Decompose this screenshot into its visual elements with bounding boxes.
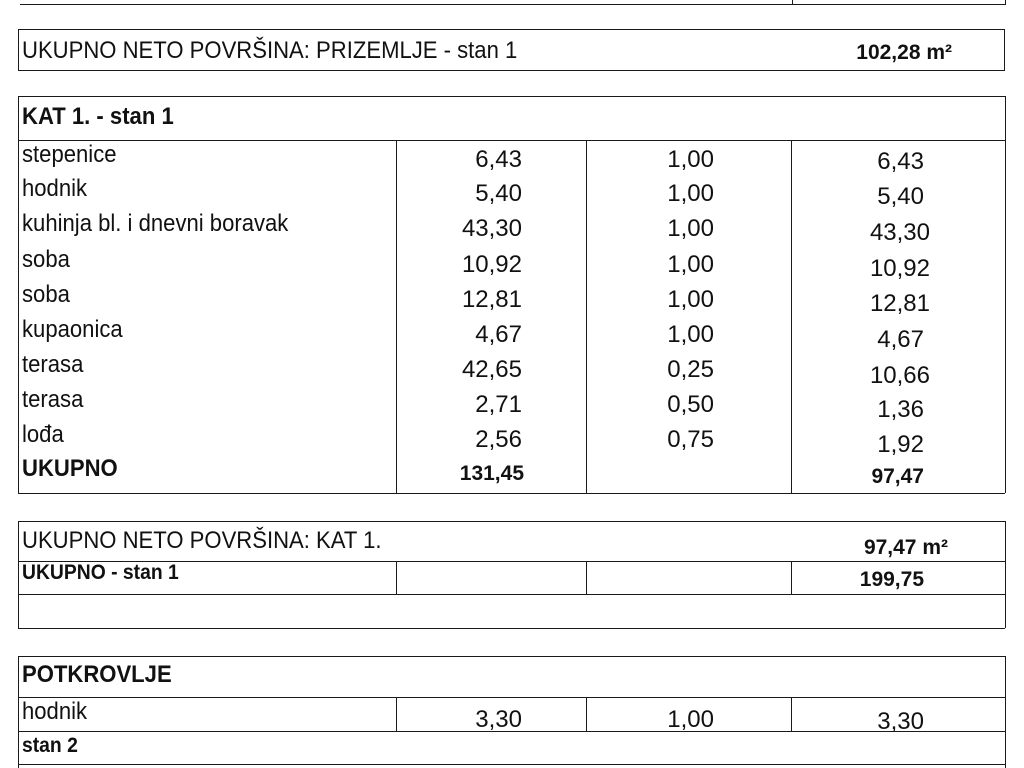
column-divider (586, 697, 587, 731)
total-net-area: 97,47 (871, 465, 924, 488)
room-coefficient: 1,00 (667, 215, 714, 242)
stan1-total-value: 199,75 (859, 568, 924, 591)
room-area: 4,67 (475, 321, 522, 348)
table-border (18, 656, 1005, 657)
room-name: terasa (22, 351, 84, 378)
room-coefficient: 1,00 (667, 321, 714, 348)
room-coefficient: 1,00 (667, 706, 714, 733)
room-area: 10,92 (461, 251, 522, 278)
table-border (18, 594, 1005, 595)
room-net-area: 10,66 (869, 362, 930, 389)
room-name: lođa (22, 421, 64, 448)
room-net-area: 10,92 (869, 255, 930, 282)
table-border (18, 96, 19, 493)
column-divider (791, 561, 792, 594)
room-name: kuhinja bl. i dnevni boravak (22, 210, 289, 237)
room-net-area: 6,43 (877, 148, 924, 175)
prizemlje-summary-value: 102,28 m² (856, 41, 952, 64)
table-border (1005, 521, 1006, 628)
room-net-area: 43,30 (869, 219, 930, 246)
prizemlje-summary-label: UKUPNO NETO POVRŠINA: PRIZEMLJE - stan 1 (22, 37, 518, 64)
room-name: stepenice (22, 141, 117, 168)
column-divider (586, 561, 587, 594)
table-border (18, 521, 1005, 522)
total-label: UKUPNO (22, 455, 118, 482)
kat1-heading: KAT 1. - stan 1 (22, 103, 174, 130)
room-area: 12,81 (461, 286, 522, 313)
room-coefficient: 1,00 (667, 146, 714, 173)
room-net-area: 1,92 (877, 431, 924, 458)
table-border (1005, 0, 1006, 5)
room-area: 5,40 (475, 180, 522, 207)
potkrovlje-heading: POTKROVLJE (22, 661, 172, 688)
table-border (18, 628, 1005, 629)
room-coefficient: 0,25 (667, 356, 714, 383)
room-name: soba (22, 246, 70, 273)
room-name: terasa (22, 386, 84, 413)
table-border (18, 697, 1005, 698)
column-divider (791, 697, 792, 731)
room-area: 42,65 (461, 356, 522, 383)
room-net-area: 4,67 (877, 326, 924, 353)
room-area: 6,43 (475, 146, 522, 173)
room-name: soba (22, 281, 70, 308)
room-area: 2,56 (475, 426, 522, 453)
room-name: hodnik (22, 175, 88, 202)
room-name: kupaonica (22, 316, 123, 343)
stan1-total-label: UKUPNO - stan 1 (22, 561, 179, 584)
column-divider (791, 140, 792, 493)
column-divider (586, 140, 587, 493)
table-border (1005, 96, 1006, 493)
room-net-area: 3,30 (877, 708, 924, 735)
room-area: 43,30 (461, 215, 522, 242)
room-area: 3,30 (475, 706, 522, 733)
room-net-area: 12,81 (869, 290, 930, 317)
table-border (18, 656, 19, 768)
room-name: hodnik (22, 698, 88, 725)
kat1-summary-value: 97,47 m² (863, 536, 948, 559)
table-border (1005, 656, 1006, 768)
column-divider (396, 140, 397, 493)
table-border (18, 140, 1005, 141)
table-border (18, 493, 1005, 494)
room-net-area: 1,36 (877, 396, 924, 423)
table-border (792, 0, 793, 5)
kat1-summary-label: UKUPNO NETO POVRŠINA: KAT 1. (22, 527, 382, 554)
room-net-area: 5,40 (877, 183, 924, 210)
table-border (18, 521, 19, 628)
table-border (18, 96, 1005, 97)
table-border (18, 764, 1005, 765)
column-divider (396, 561, 397, 594)
room-coefficient: 0,50 (667, 391, 714, 418)
column-divider (396, 697, 397, 731)
room-coefficient: 1,00 (667, 180, 714, 207)
room-coefficient: 1,00 (667, 251, 714, 278)
total-area: 131,45 (459, 462, 524, 485)
room-coefficient: 0,75 (667, 426, 714, 453)
table-border (20, 4, 1006, 5)
room-coefficient: 1,00 (667, 286, 714, 313)
room-area: 2,71 (475, 391, 522, 418)
potkrovlje-subheading: stan 2 (22, 734, 78, 757)
